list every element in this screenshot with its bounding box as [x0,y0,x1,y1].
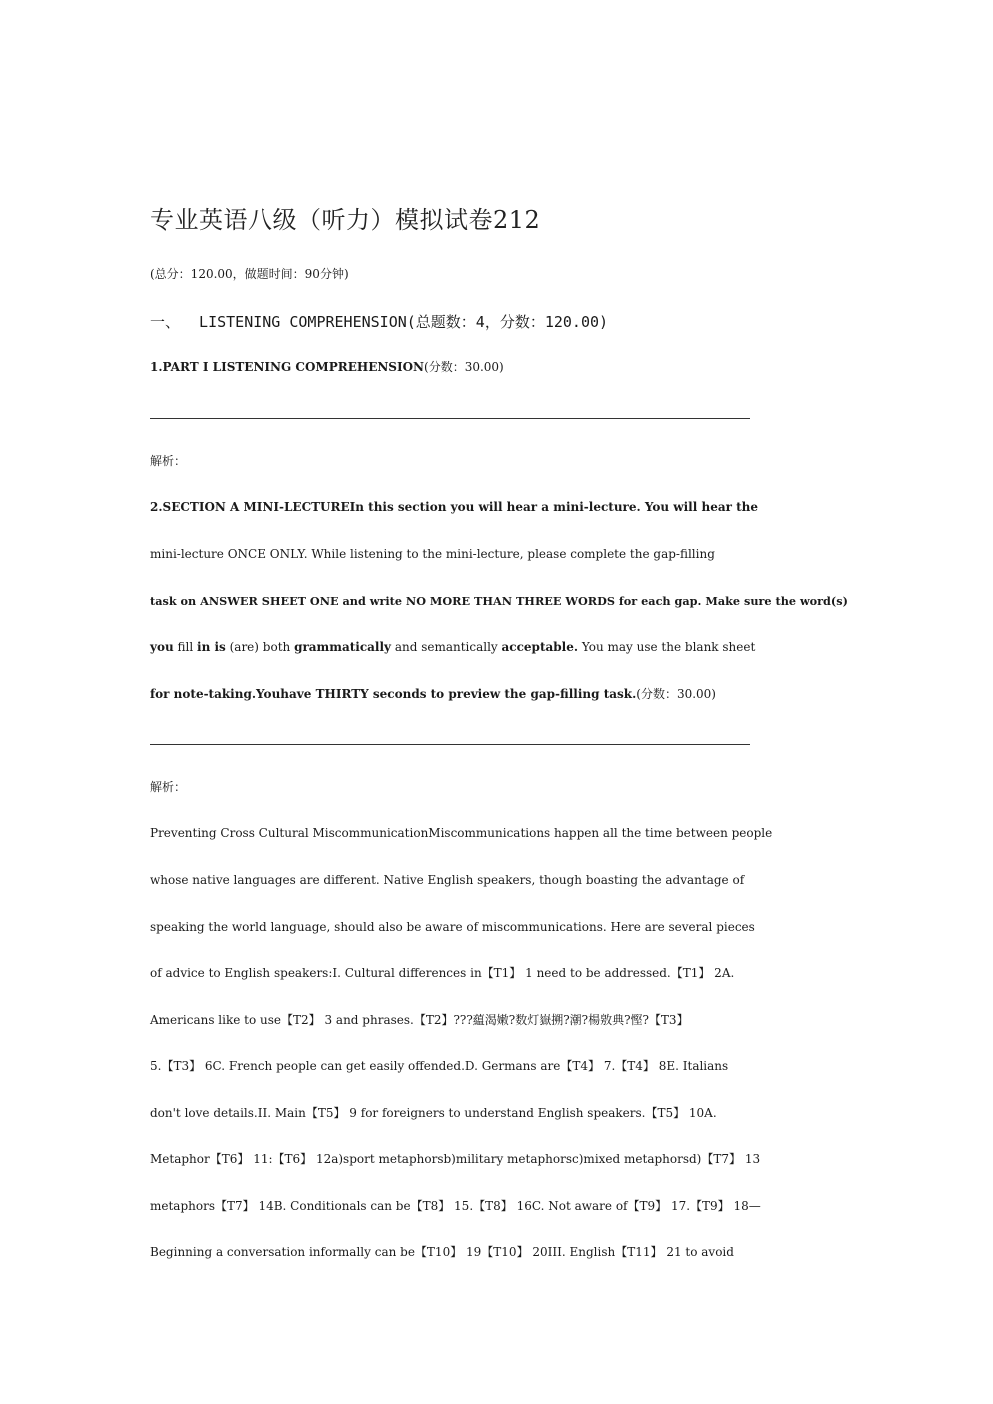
analysis-line: of advice to English speakers:I. Cultural differences in【T1】 1 need to be addressed.【T1】 2A. [150,966,735,980]
analysis-line: Beginning a conversation informally can be【T10】 19【T10】 20III. English【T11】 21 to avoid [150,1245,734,1259]
question-2-text-1: SECTION A MINI-LECTUREIn this section you will hear a mini-lecture. You will hear the [162,500,759,514]
question-2-line-4 [150,639,755,655]
question-2-line-2: mini-lecture ONCE ONLY. While listening to the mini-lecture, please complete the gap-filling [150,547,715,561]
q2-l4-b1: you [150,640,174,654]
question-2-score: (分数：30.00) [636,687,716,701]
q2-l4-b4: acceptable. [501,640,579,654]
question-2-analysis-label: 解析： [150,780,187,794]
q2-l4-t2: (are) both [225,640,295,654]
analysis-line: 5.【T3】 6C. French people can get easily offended.D. Germans are【T4】 7.【T4】 8E. Italians [150,1059,729,1073]
section-score: (总题数：4，分数：120.00) [406,313,609,331]
q2-l4-t4: You may use the blank sheet [578,640,756,654]
analysis-line: speaking the world language, should also be aware of miscommunications. Here are several pieces [150,920,755,934]
answer-line-2 [150,744,750,745]
document-title: 专业英语八级（听力）模拟试卷212 [150,206,541,234]
analysis-line: Americans like to use【T2】 3 and phrases.【T2】???藴渴嫩?数灯嶽搠?潮?楊敫典?慳?【T3】 [150,1013,689,1027]
q2-l4-t1: fill [173,640,198,654]
question-2-number: 2. [150,500,163,514]
analysis-line: whose native languages are different. Native English speakers, though boasting the advantage of [150,873,745,887]
exam-meta: (总分：120.00，做题时间：90分钟) [150,267,349,281]
question-2-line-5 [150,686,716,702]
question-1-label: PART I LISTENING COMPREHENSION [162,360,425,374]
section-heading [150,311,608,332]
analysis-line: metaphors【T7】 14B. Conditionals can be【T8】 15.【T8】 16C. Not aware of【T9】 17.【T9】 18— [150,1199,761,1213]
q2-l4-b2: in is [197,640,226,654]
question-2-text-5: for note-taking.Youhave THIRTY seconds to preview the gap-filling task. [150,687,637,701]
section-numeral: 一、 [150,313,181,331]
q2-l4-t3: and semantically [391,640,502,654]
question-1-score: (分数：30.00) [424,360,504,374]
analysis-line: don't love details.II. Main【T5】 9 for foreigners to understand English speakers.【T5】 10A. [150,1106,717,1120]
q2-l4-b3: grammatically [294,640,391,654]
answer-line-1 [150,418,750,419]
question-2-line-1 [150,499,758,515]
question-1-analysis-label: 解析： [150,454,187,468]
question-1-heading [150,359,504,375]
question-1-number: 1. [150,360,163,374]
analysis-line: Preventing Cross Cultural MiscommunicationMiscommunications happen all the time between people [150,826,773,840]
section-name: LISTENING COMPREHENSION [199,313,407,331]
question-2-line-3: task on ANSWER SHEET ONE and write NO MORE THAN THREE WORDS for each gap. Make sure the word(s) [150,594,848,608]
analysis-line: Metaphor【T6】 11:【T6】 12a)sport metaphorsb)military metaphorsc)mixed metaphorsd)【T7】 13 [150,1152,761,1166]
